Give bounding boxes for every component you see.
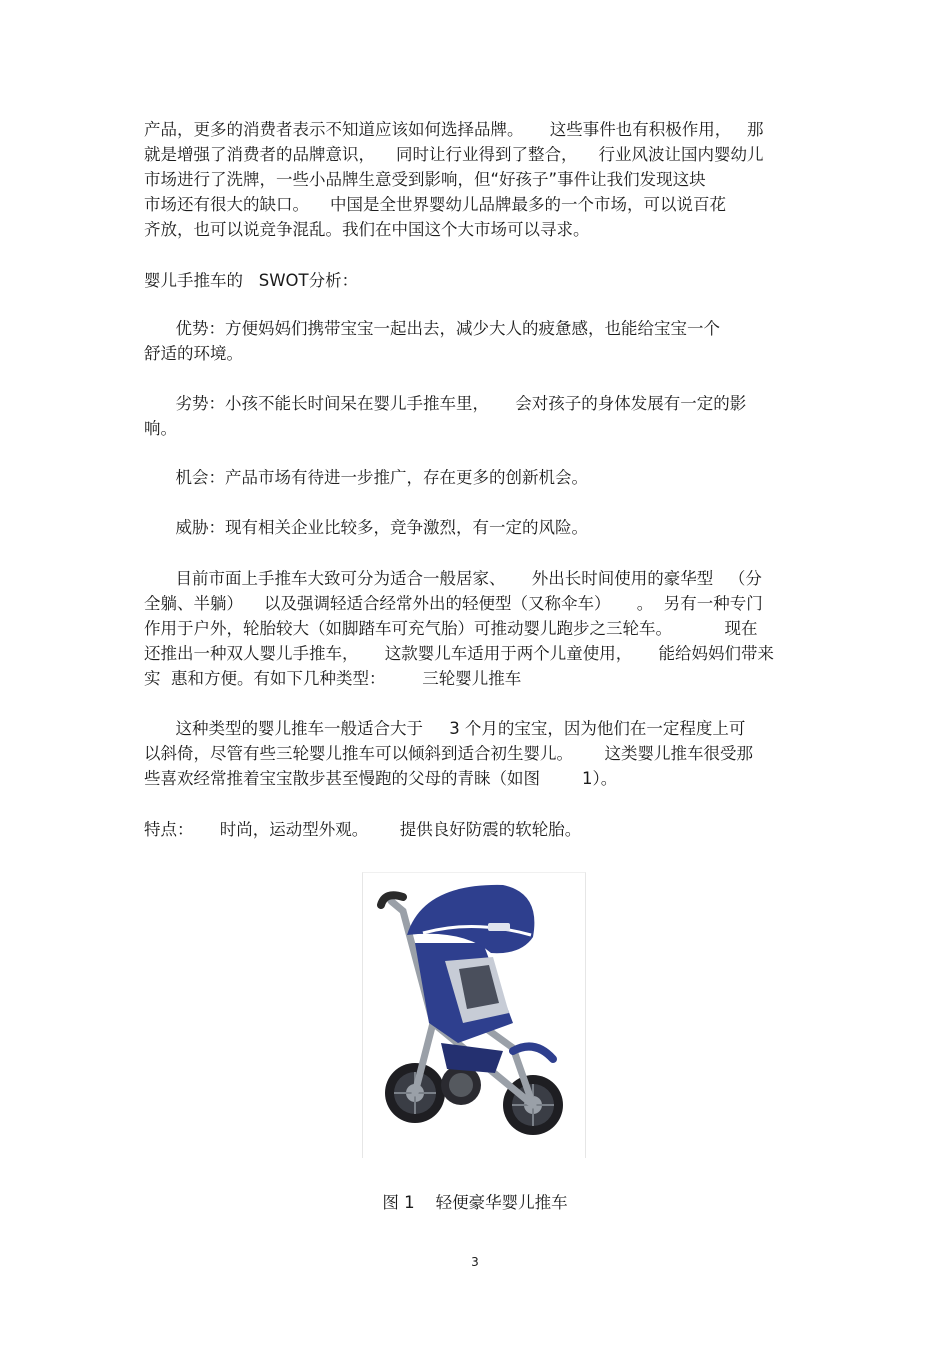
text-line: 以斜倚，尽管有些三轮婴儿推车可以倾斜到适合初生婴儿。 这类婴儿推车很受那 [144,744,753,763]
text-line: 劣势：小孩不能长时间呆在婴儿手推车里， 会对孩子的身体发展有一定的影 [144,394,747,413]
text-line: 市场还有很大的缺口。 中国是全世界婴幼儿品牌最多的一个市场，可以说百花 [144,195,726,214]
figure-caption: 图 1 轻便豪华婴儿推车 [382,1193,568,1212]
text-line: 市场进行了洗牌，一些小品牌生意受到影响，但“好孩子”事件让我们发现这块 [144,170,706,189]
weaknesses-paragraph [144,391,809,441]
threats-paragraph [144,515,809,540]
text-line: 优势：方便妈妈们携带宝宝一起出去，减少大人的疲惫感，也能给宝宝一个 [144,319,720,338]
sun-canopy [407,885,534,953]
page-number: 3 [471,1255,479,1269]
text-line: 就是增强了消费者的品牌意识， 同时让行业得到了整合， 行业风波让国内婴幼儿 [144,145,764,164]
text-line: 婴儿手推车的 SWOT分析： [144,271,359,290]
three-wheel-paragraph [144,716,809,791]
text-line: 还推出一种双人婴儿手推车， 这款婴儿车适用于两个儿童使用， 能给妈妈们带来 [144,644,774,663]
features-paragraph [144,817,809,842]
text-line: 实 惠和方便。有如下几种类型： 三轮婴儿推车 [144,669,522,688]
text-line: 威胁：现有相关企业比较多，竞争激烈，有一定的风险。 [144,518,588,537]
text-line: 响。 [144,419,177,438]
stroller-image [363,873,585,1158]
text-line: 全躺、半躺） 以及强调轻适合经常外出的轻便型（又称伞车） 。 另有一种专门 [144,594,763,613]
stroller-types-paragraph [144,566,809,691]
text-line: 机会：产品市场有待进一步推广，存在更多的创新机会。 [144,468,588,487]
text-line: 产品，更多的消费者表示不知道应该如何选择品牌。 这些事件也有积极作用， 那 [144,120,764,139]
storage-basket [441,1043,503,1073]
text-line: 这种类型的婴儿推车一般适合大于 3 个月的宝宝，因为他们在一定程度上可 [144,719,746,738]
stroller-brand-logo [488,923,510,931]
intro-paragraph [144,117,809,242]
swot-heading [144,268,809,293]
opportunities-paragraph [144,465,809,490]
text-line: 些喜欢经常推着宝宝散步甚至慢跑的父母的青睐（如图 1）。 [144,769,618,788]
text-line: 特点： 时尚，运动型外观。 提供良好防震的软轮胎。 [144,820,582,839]
text-line: 作用于户外，轮胎较大（如脚踏车可充气胎）可推动婴儿跑步之三轮车。 现在 [144,619,758,638]
text-line: 齐放，也可以说竞争混乱。我们在中国这个大市场可以寻求。 [144,220,590,239]
text-line: 目前市面上手推车大致可分为适合一般居家、 外出长时间使用的豪华型 （分 [144,569,762,588]
stroller-figure [362,872,586,1158]
strengths-paragraph [144,316,809,366]
text-line: 舒适的环境。 [144,344,243,363]
